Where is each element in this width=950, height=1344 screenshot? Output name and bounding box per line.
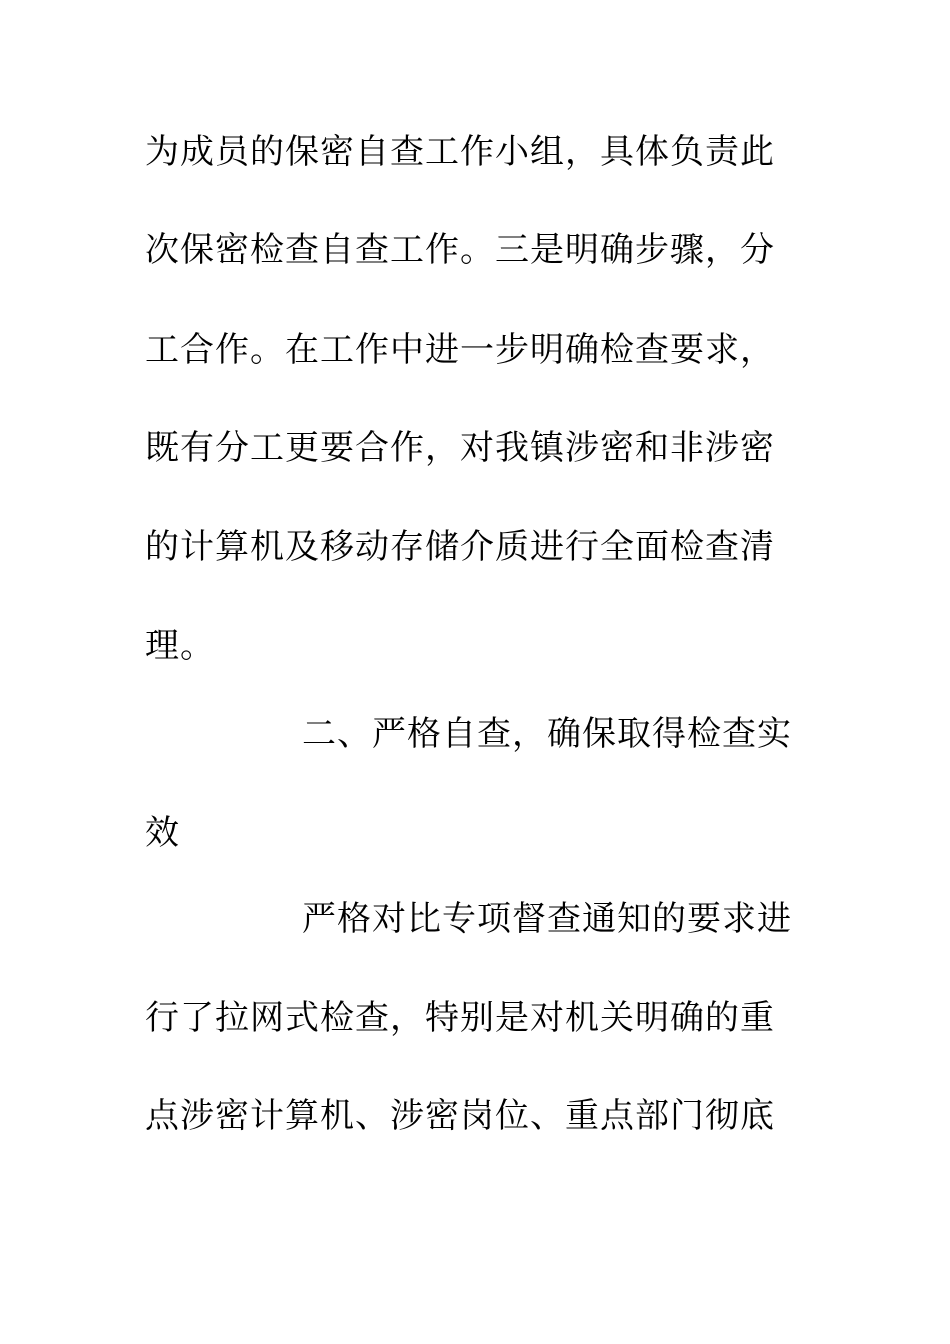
text-line: 为成员的保密自查工作小组，具体负责此: [145, 132, 775, 172]
text-line: 行了拉网式检查，特别是对机关明确的重: [145, 998, 775, 1038]
text-line: 的计算机及移动存储介质进行全面检查清: [145, 527, 775, 567]
text-line: 工合作。在工作中进一步明确检查要求，: [145, 330, 775, 370]
text-line: 严格对比专项督查通知的要求进: [302, 899, 792, 939]
text-line: 理。: [145, 626, 215, 666]
heading-line: 效: [145, 813, 180, 853]
text-line: 既有分工更要合作，对我镇涉密和非涉密: [145, 428, 775, 468]
text-line: 次保密检查自查工作。三是明确步骤，分: [145, 230, 775, 270]
heading-line: 二、严格自查，确保取得检查实: [302, 714, 792, 754]
text-line: 点涉密计算机、涉密岗位、重点部门彻底: [145, 1096, 775, 1136]
